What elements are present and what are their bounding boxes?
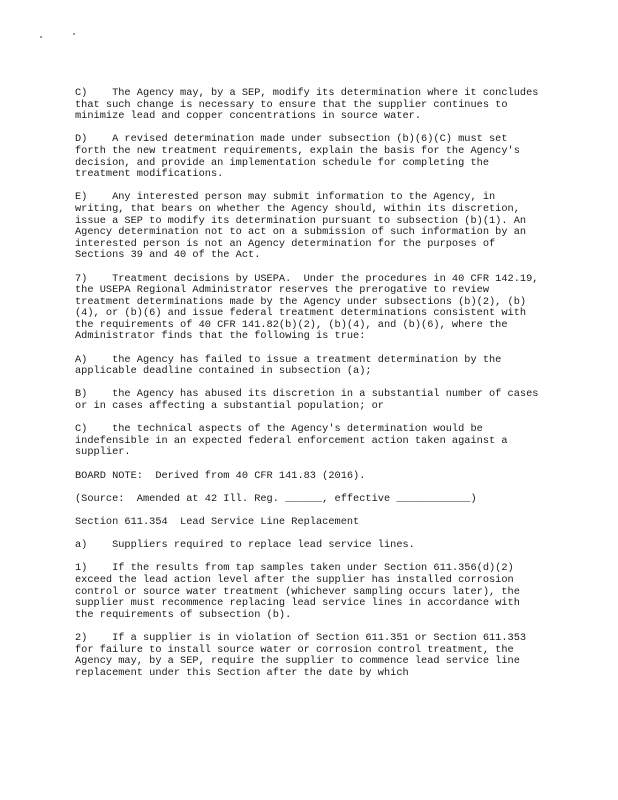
paragraph-a-suppliers-required: a) Suppliers required to replace lead service lines. <box>75 539 415 552</box>
paragraph-c-technical-aspects: C) the technical aspects of the Agency's determination would be indefensible in an expected federal enforcement action taken against a supplier. <box>75 423 514 459</box>
paragraph-a-failed-deadline: A) the Agency has failed to issue a treatment determination by the applicable deadline contained in subsection (a); <box>75 353 508 378</box>
scan-speck <box>73 33 75 35</box>
board-note: BOARD NOTE: Derived from 40 CFR 141.83 (2016). <box>75 469 366 482</box>
paragraph-7-usepa-decisions: 7) Treatment decisions by USEPA. Under the procedures in 40 CFR 142.19, the USEPA Regional Administrator reserves the prerogative to review treatment determinations made by the Agency under subsections (b)(2), (b)(4), or (b)(6) and issue federal treatment determinations consistent with the requirements of 40 CFR 141.82(b)(2), (b)(4), and (b)(6), where the Administrator finds that the following is true: <box>75 272 545 343</box>
scan-speck <box>40 36 42 38</box>
paragraph-b-abused-discretion: B) the Agency has abused its discretion in a substantial number of cases or in cases affecting a substantial population; or <box>75 388 545 413</box>
paragraph-c-modify: C) The Agency may, by a SEP, modify its determination where it concludes that such change is necessary to ensure that the supplier continues to minimize lead and copper concentrations in source water. <box>75 87 545 123</box>
paragraph-d-revised-determination: D) A revised determination made under subsection (b)(6)(C) must set forth the new treatment requirements, explain the basis for the Agency's decision, and provide an implementation schedule for completing the treatment modifications. <box>75 133 527 181</box>
source-note: (Source: Amended at 42 Ill. Reg. ______, effective ____________) <box>75 492 477 505</box>
paragraph-2-violation: 2) If a supplier is in violation of Section 611.351 or Section 611.353 for failure to install source water or corrosion control treatment, the Agency may, by a SEP, require the supplier to commence lead service line replacement under this Section after the date by which <box>75 631 533 679</box>
document-body <box>75 87 545 691</box>
section-heading: Section 611.354 Lead Service Line Replacement <box>75 515 360 528</box>
paragraph-e-interested-person: E) Any interested person may submit information to the Agency, in writing, that bears on whether the Agency should, within its discretion, issue a SEP to modify its determination pursuant to subsection (b)(1). An Agency determination not to act on a submission of such information by an interested person is not an Agency determination for the purposes of Sections 39 and 40 of the Act. <box>75 191 533 262</box>
paragraph-1-tap-samples: 1) If the results from tap samples taken under Section 611.356(d)(2) exceed the lead action level after the supplier has installed corrosion control or source water treatment (whichever sampling occurs later), the supplier must recommence replacing lead service lines in accordance with the requirements of subsection (b). <box>75 562 527 621</box>
